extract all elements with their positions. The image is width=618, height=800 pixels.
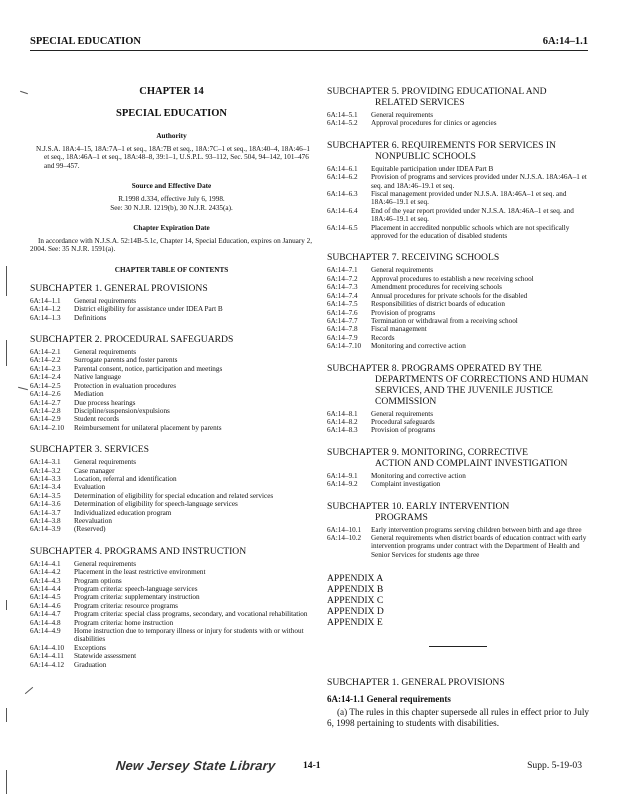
section-number: 6A:14–7.2 (327, 274, 358, 283)
section-title: Equitable participation under IDEA Part B (371, 164, 494, 173)
section-title: Program criteria: supplementary instruction (74, 593, 200, 602)
section-number: 6A:14–3.4 (30, 483, 61, 492)
toc-entry (327, 224, 589, 241)
section-number: 6A:14–7.6 (327, 308, 358, 317)
section-title: Determination of eligibility for speech-language services (74, 500, 238, 509)
subchapter-heading (327, 447, 589, 469)
section-title: Student records (74, 415, 119, 424)
subchapter-title: SUBCHAPTER 5. PROVIDING EDUCATIONAL AND (327, 86, 547, 97)
toc-entry (30, 475, 313, 483)
header-section-number: 6A:14–1.1 (542, 36, 588, 47)
section-number: 6A:14–4.9 (30, 627, 61, 636)
toc-entry (327, 266, 589, 274)
toc-entry (327, 190, 589, 207)
section-number: 6A:14–2.2 (30, 356, 61, 365)
section-title: Due process hearings (74, 398, 136, 407)
section-number: 6A:14–1.2 (30, 305, 61, 314)
section-number: 6A:14–4.6 (30, 601, 61, 610)
scan-mark (6, 340, 7, 366)
section-number: 6A:14–7.10 (327, 342, 362, 351)
section-number: 6A:14–5.2 (327, 119, 358, 128)
section-title: Provision of programs (371, 426, 436, 435)
section-number: 6A:14–2.8 (30, 406, 61, 415)
body-section-heading: 6A:14-1.1 General requirements (327, 694, 451, 705)
section-number: 6A:14–4.1 (30, 559, 61, 568)
toc-entry (327, 165, 589, 173)
toc-right (327, 86, 589, 559)
section-number: 6A:14–5.1 (327, 111, 358, 119)
section-title: Complaint investigation (371, 480, 441, 489)
section-title: Program criteria: resource programs (74, 601, 178, 610)
toc-entry (30, 373, 313, 381)
toc-entry (327, 119, 589, 127)
subchapter-title: SUBCHAPTER 8. PROGRAMS OPERATED BY THE (327, 362, 542, 374)
toc-entry (30, 517, 313, 525)
subchapter-heading (327, 363, 589, 407)
section-title: Exceptions (74, 643, 106, 652)
subchapter-heading (327, 86, 589, 108)
scan-mark (20, 91, 28, 94)
section-title: Determination of eligibility for special education and related services (74, 491, 274, 500)
section-title: District eligibility for assistance under IDEA Part B (74, 305, 223, 314)
section-number: 6A:14–2.7 (30, 398, 61, 407)
toc-entry (30, 467, 313, 475)
toc-entry (327, 173, 589, 190)
section-number: 6A:14–3.2 (30, 466, 61, 475)
toc-entry (30, 602, 313, 610)
section-title: Monitoring and corrective action (371, 471, 466, 480)
appendix-item: APPENDIX E (327, 617, 383, 629)
toc-entry (327, 292, 589, 300)
toc-entry (30, 644, 313, 652)
section-title: Termination or withdrawal from a receiving school (371, 316, 518, 325)
section-title: Program options (74, 576, 122, 585)
toc-entry (30, 382, 313, 390)
toc-entry (30, 525, 313, 533)
toc-entry (327, 317, 589, 325)
section-number: 6A:14–7.4 (327, 291, 358, 300)
page-number: 14-1 (303, 760, 321, 771)
section-title: Annual procedures for private schools for the disabled (371, 291, 528, 300)
section-title: Procedural safeguards (371, 417, 435, 426)
section-title: General requirements (371, 409, 434, 418)
section-title: Individualized education program (74, 508, 172, 517)
section-title: General requirements (74, 458, 137, 467)
toc-entry (30, 407, 313, 415)
toc-entry (30, 415, 313, 423)
section-title: Program criteria: speech-language services (74, 585, 198, 593)
section-title: Provision of programs and services provided under N.J.S.A. 18A:46A–1 et seq. and 18A:46–19.1 et seq. (371, 173, 587, 190)
subchapter-heading (30, 444, 313, 455)
toc-entry (30, 297, 313, 305)
subchapter-title: SUBCHAPTER 6. REQUIREMENTS FOR SERVICES IN (327, 139, 556, 151)
subchapter-title-continued: PROGRAMS (375, 511, 428, 523)
toc-entry (30, 568, 313, 576)
scan-mark (18, 387, 28, 390)
section-number: 6A:14–7.3 (327, 283, 358, 292)
section-number: 6A:14–8.2 (327, 417, 358, 426)
toc-entry (327, 480, 589, 488)
appendix-item: APPENDIX B (327, 584, 384, 596)
section-number: 6A:14–6.2 (327, 173, 358, 182)
section-number: 6A:14–4.3 (30, 576, 61, 585)
authority-text: N.J.S.A. 18A:4–15, 18A:7A–1 et seq., 18A:7B et seq., 18A:7C–1 et seq., 18A:40–4, 18A:46–1 et seq., 18A:46A–1 et seq., 18A:48–8, 39:1–1, U.S.P.L. 93–112, Sec. 504, 94–142, 101–476 and 99–457. (36, 145, 310, 170)
section-title: Graduation (74, 660, 107, 669)
section-title: General requirements when district boards of education contract with early intervention programs under contract with the Department of Health and Senior Services for students age three (371, 533, 587, 559)
subchapter-title-continued: RELATED SERVICES (375, 97, 465, 108)
subchapter-title: SUBCHAPTER 9. MONITORING, CORRECTIVE (327, 446, 529, 458)
section-number: 6A:14–7.8 (327, 325, 358, 334)
toc-entry (327, 426, 589, 434)
section-number: 6A:14–7.5 (327, 300, 358, 309)
section-number: 6A:14–1.1 (30, 296, 61, 305)
subchapter-title: SUBCHAPTER 1. GENERAL PROVISIONS (30, 282, 208, 294)
section-title: Amendment procedures for receiving schools (371, 283, 502, 292)
section-number: 6A:14–1.3 (30, 313, 61, 322)
subchapter-heading (327, 501, 589, 523)
section-number: 6A:14–3.7 (30, 508, 61, 517)
section-title: Discipline/suspension/expulsions (74, 406, 170, 415)
section-number: 6A:14–10.1 (327, 525, 362, 534)
section-number: 6A:14–2.4 (30, 373, 61, 382)
source-heading: Source and Effective Date (131, 182, 212, 191)
toc-entry (30, 652, 313, 660)
section-number: 6A:14–2.5 (30, 381, 61, 390)
toc-entry (30, 627, 313, 644)
section-title: Reimbursement for unilateral placement by parents (74, 423, 222, 432)
body-paragraph: (a) The rules in this chapter supersede all rules in effect prior to July 6, 1998 pertaining to students with disabilities. (327, 707, 589, 729)
subchapter-heading (30, 334, 313, 345)
toc-entry (327, 309, 589, 317)
section-number: 6A:14–10.2 (327, 533, 362, 542)
toc-entry (30, 314, 313, 322)
section-number: 6A:14–6.1 (327, 164, 358, 173)
section-title: Case manager (74, 466, 115, 475)
subchapter-title: SUBCHAPTER 7. RECEIVING SCHOOLS (327, 252, 500, 264)
section-number: 6A:14–4.7 (30, 610, 61, 619)
section-number: 6A:14–2.9 (30, 415, 61, 424)
toc-entry (327, 275, 589, 283)
subchapter-title-continued: DEPARTMENTS OF CORRECTIONS AND HUMAN SERVICES, AND THE JUVENILE JUSTICE COMMISSION (375, 373, 589, 407)
scan-mark (6, 600, 7, 610)
toc-entry (30, 483, 313, 491)
section-number: 6A:14–8.1 (327, 409, 358, 418)
appendix-list (327, 573, 589, 628)
toc-entry (30, 356, 313, 364)
toc-entry (327, 207, 589, 224)
toc-entry (30, 365, 313, 373)
body-subchapter-heading: SUBCHAPTER 1. GENERAL PROVISIONS (327, 677, 505, 689)
toc-entry (327, 334, 589, 342)
subchapter-title: SUBCHAPTER 4. PROGRAMS AND INSTRUCTION (30, 545, 247, 557)
section-title: General requirements (371, 266, 434, 275)
subchapter-heading (327, 140, 589, 162)
section-number: 6A:14–9.1 (327, 471, 358, 480)
section-title: Native language (74, 373, 121, 382)
toc-entry (30, 560, 313, 568)
section-number: 6A:14–4.4 (30, 585, 61, 593)
toc-heading: CHAPTER TABLE OF CONTENTS (114, 265, 229, 274)
section-title: Program criteria: home instruction (74, 618, 174, 627)
section-title: Definitions (74, 313, 107, 322)
scan-mark (25, 687, 33, 694)
section-number: 6A:14–3.8 (30, 516, 61, 525)
section-divider (429, 646, 487, 647)
section-title: General requirements (74, 559, 137, 568)
section-number: 6A:14–4.12 (30, 660, 65, 669)
section-title: Provision of programs (371, 308, 436, 317)
section-title: Statewide assessment (74, 652, 137, 661)
section-number: 6A:14–3.9 (30, 525, 61, 534)
section-title: Parental consent, notice, participation and meetings (74, 364, 223, 373)
section-title: Protection in evaluation procedures (74, 381, 176, 390)
subchapter-heading (30, 283, 313, 294)
subchapter-title: SUBCHAPTER 3. SERVICES (30, 444, 149, 456)
toc-entry (327, 526, 589, 534)
section-title: Approval procedures for clinics or agencies (371, 119, 497, 128)
appendix-item: APPENDIX C (327, 595, 384, 607)
toc-entry (327, 111, 589, 119)
toc-entry (30, 661, 313, 669)
expiration-text: In accordance with N.J.S.A. 52:14B-5.1c, Chapter 14, Special Education, expires on January 2, 2004. See: 35 N.J.R. 1591(a). (30, 237, 313, 254)
supplement-date: Supp. 5-19-03 (527, 760, 582, 771)
section-number: 6A:14–8.3 (327, 426, 358, 435)
section-number: 6A:14–4.8 (30, 618, 61, 627)
header-rule (30, 50, 588, 51)
header-title: SPECIAL EDUCATION (30, 36, 141, 47)
toc-entry (30, 348, 313, 356)
toc-entry (30, 593, 313, 601)
section-number: 6A:14–4.11 (30, 652, 64, 661)
section-title: Monitoring and corrective action (371, 342, 466, 351)
section-number: 6A:14–6.3 (327, 190, 358, 199)
expiration-heading: Chapter Expiration Date (133, 224, 210, 233)
section-title: Surrogate parents and foster parents (74, 356, 178, 365)
toc-entry (327, 325, 589, 333)
appendix-item: APPENDIX A (327, 573, 384, 585)
chapter-number: CHAPTER 14 (139, 86, 204, 97)
toc-entry (327, 410, 589, 418)
toc-entry (30, 458, 313, 466)
subchapter-title-continued: ACTION AND COMPLAINT INVESTIGATION (375, 457, 568, 469)
subchapter-heading (327, 252, 589, 263)
section-title: Placement in the least restrictive environment (74, 568, 206, 577)
section-number: 6A:14–3.3 (30, 474, 61, 483)
source-text (30, 195, 313, 212)
section-title: Fiscal management provided under N.J.S.A. 18A:46A–1 et seq. and 18A:46–19.1 et seq. (371, 190, 567, 207)
scan-mark (6, 708, 7, 722)
section-title: General requirements (74, 296, 137, 305)
toc-entry (30, 610, 313, 618)
section-number: 6A:14–4.10 (30, 643, 65, 652)
toc-entry (30, 305, 313, 313)
section-number: 6A:14–2.3 (30, 364, 61, 373)
section-title: Records (371, 333, 395, 342)
source-line: See: 30 N.J.R. 1219(b), 30 N.J.R. 2435(a). (110, 203, 233, 212)
toc-entry (327, 418, 589, 426)
section-number: 6A:14–6.4 (327, 206, 358, 215)
section-title: Reevaluation (74, 516, 112, 525)
section-title: Early intervention programs serving children between birth and age three (371, 525, 582, 534)
left-column (30, 86, 313, 669)
scan-mark (6, 770, 7, 794)
section-number: 6A:14–3.6 (30, 500, 61, 509)
section-title: Placement in accredited nonpublic schools which are not specifically approved for the education of disabled students (371, 223, 570, 241)
toc-entry (327, 534, 589, 559)
section-title: Responsibilities of district boards of education (371, 300, 505, 309)
appendix-item: APPENDIX D (327, 606, 384, 618)
subchapter-title: SUBCHAPTER 2. PROCEDURAL SAFEGUARDS (30, 334, 234, 346)
section-title: Location, referral and identification (74, 474, 177, 483)
section-number: 6A:14–4.5 (30, 593, 61, 602)
section-title: Approval procedures to establish a new receiving school (371, 274, 534, 283)
section-number: 6A:14–7.1 (327, 266, 358, 275)
subchapter-heading (30, 546, 313, 557)
toc-entry (30, 585, 313, 593)
toc-entry (30, 500, 313, 508)
toc-entry (327, 472, 589, 480)
toc-entry (30, 577, 313, 585)
chapter-name: SPECIAL EDUCATION (116, 108, 227, 119)
section-title: (Reserved) (74, 525, 106, 534)
section-title: Program criteria: special class programs, secondary, and vocational rehabilitation (74, 610, 308, 619)
section-title: End of the year report provided under N.J.S.A. 18A:46A–1 et seq. and 18A:46–19.1 et seq. (371, 206, 574, 224)
right-column (327, 86, 589, 729)
section-number: 6A:14–2.6 (30, 390, 61, 399)
scan-mark (6, 266, 7, 296)
toc-left (30, 283, 313, 669)
toc-entry (30, 492, 313, 500)
section-number: 6A:14–6.5 (327, 223, 358, 232)
section-number: 6A:14–7.9 (327, 333, 358, 342)
toc-entry (30, 424, 313, 432)
toc-entry (30, 619, 313, 627)
toc-entry (327, 342, 589, 350)
subchapter-title-continued: NONPUBLIC SCHOOLS (375, 150, 477, 162)
section-title: Home instruction due to temporary illness or injury for students with or without disabilities (74, 627, 304, 644)
section-number: 6A:14–7.7 (327, 316, 358, 325)
section-number: 6A:14–3.1 (30, 458, 61, 467)
section-title: Fiscal management (371, 325, 427, 334)
section-title: Evaluation (74, 483, 106, 492)
source-line: R.1998 d.334, effective July 6, 1998. (118, 195, 225, 204)
authority-heading: Authority (156, 132, 187, 140)
section-title: Mediation (74, 390, 104, 399)
section-number: 6A:14–2.10 (30, 423, 65, 432)
section-title: General requirements (371, 111, 434, 119)
library-stamp: New Jersey State Library (115, 758, 277, 773)
section-number: 6A:14–2.1 (30, 348, 61, 357)
toc-entry (327, 300, 589, 308)
section-number: 6A:14–3.5 (30, 491, 61, 500)
toc-entry (30, 509, 313, 517)
toc-entry (30, 390, 313, 398)
toc-entry (30, 399, 313, 407)
section-number: 6A:14–4.2 (30, 568, 61, 577)
section-number: 6A:14–9.2 (327, 480, 358, 489)
section-title: General requirements (74, 348, 137, 357)
toc-entry (327, 283, 589, 291)
subchapter-title: SUBCHAPTER 10. EARLY INTERVENTION (327, 500, 510, 512)
